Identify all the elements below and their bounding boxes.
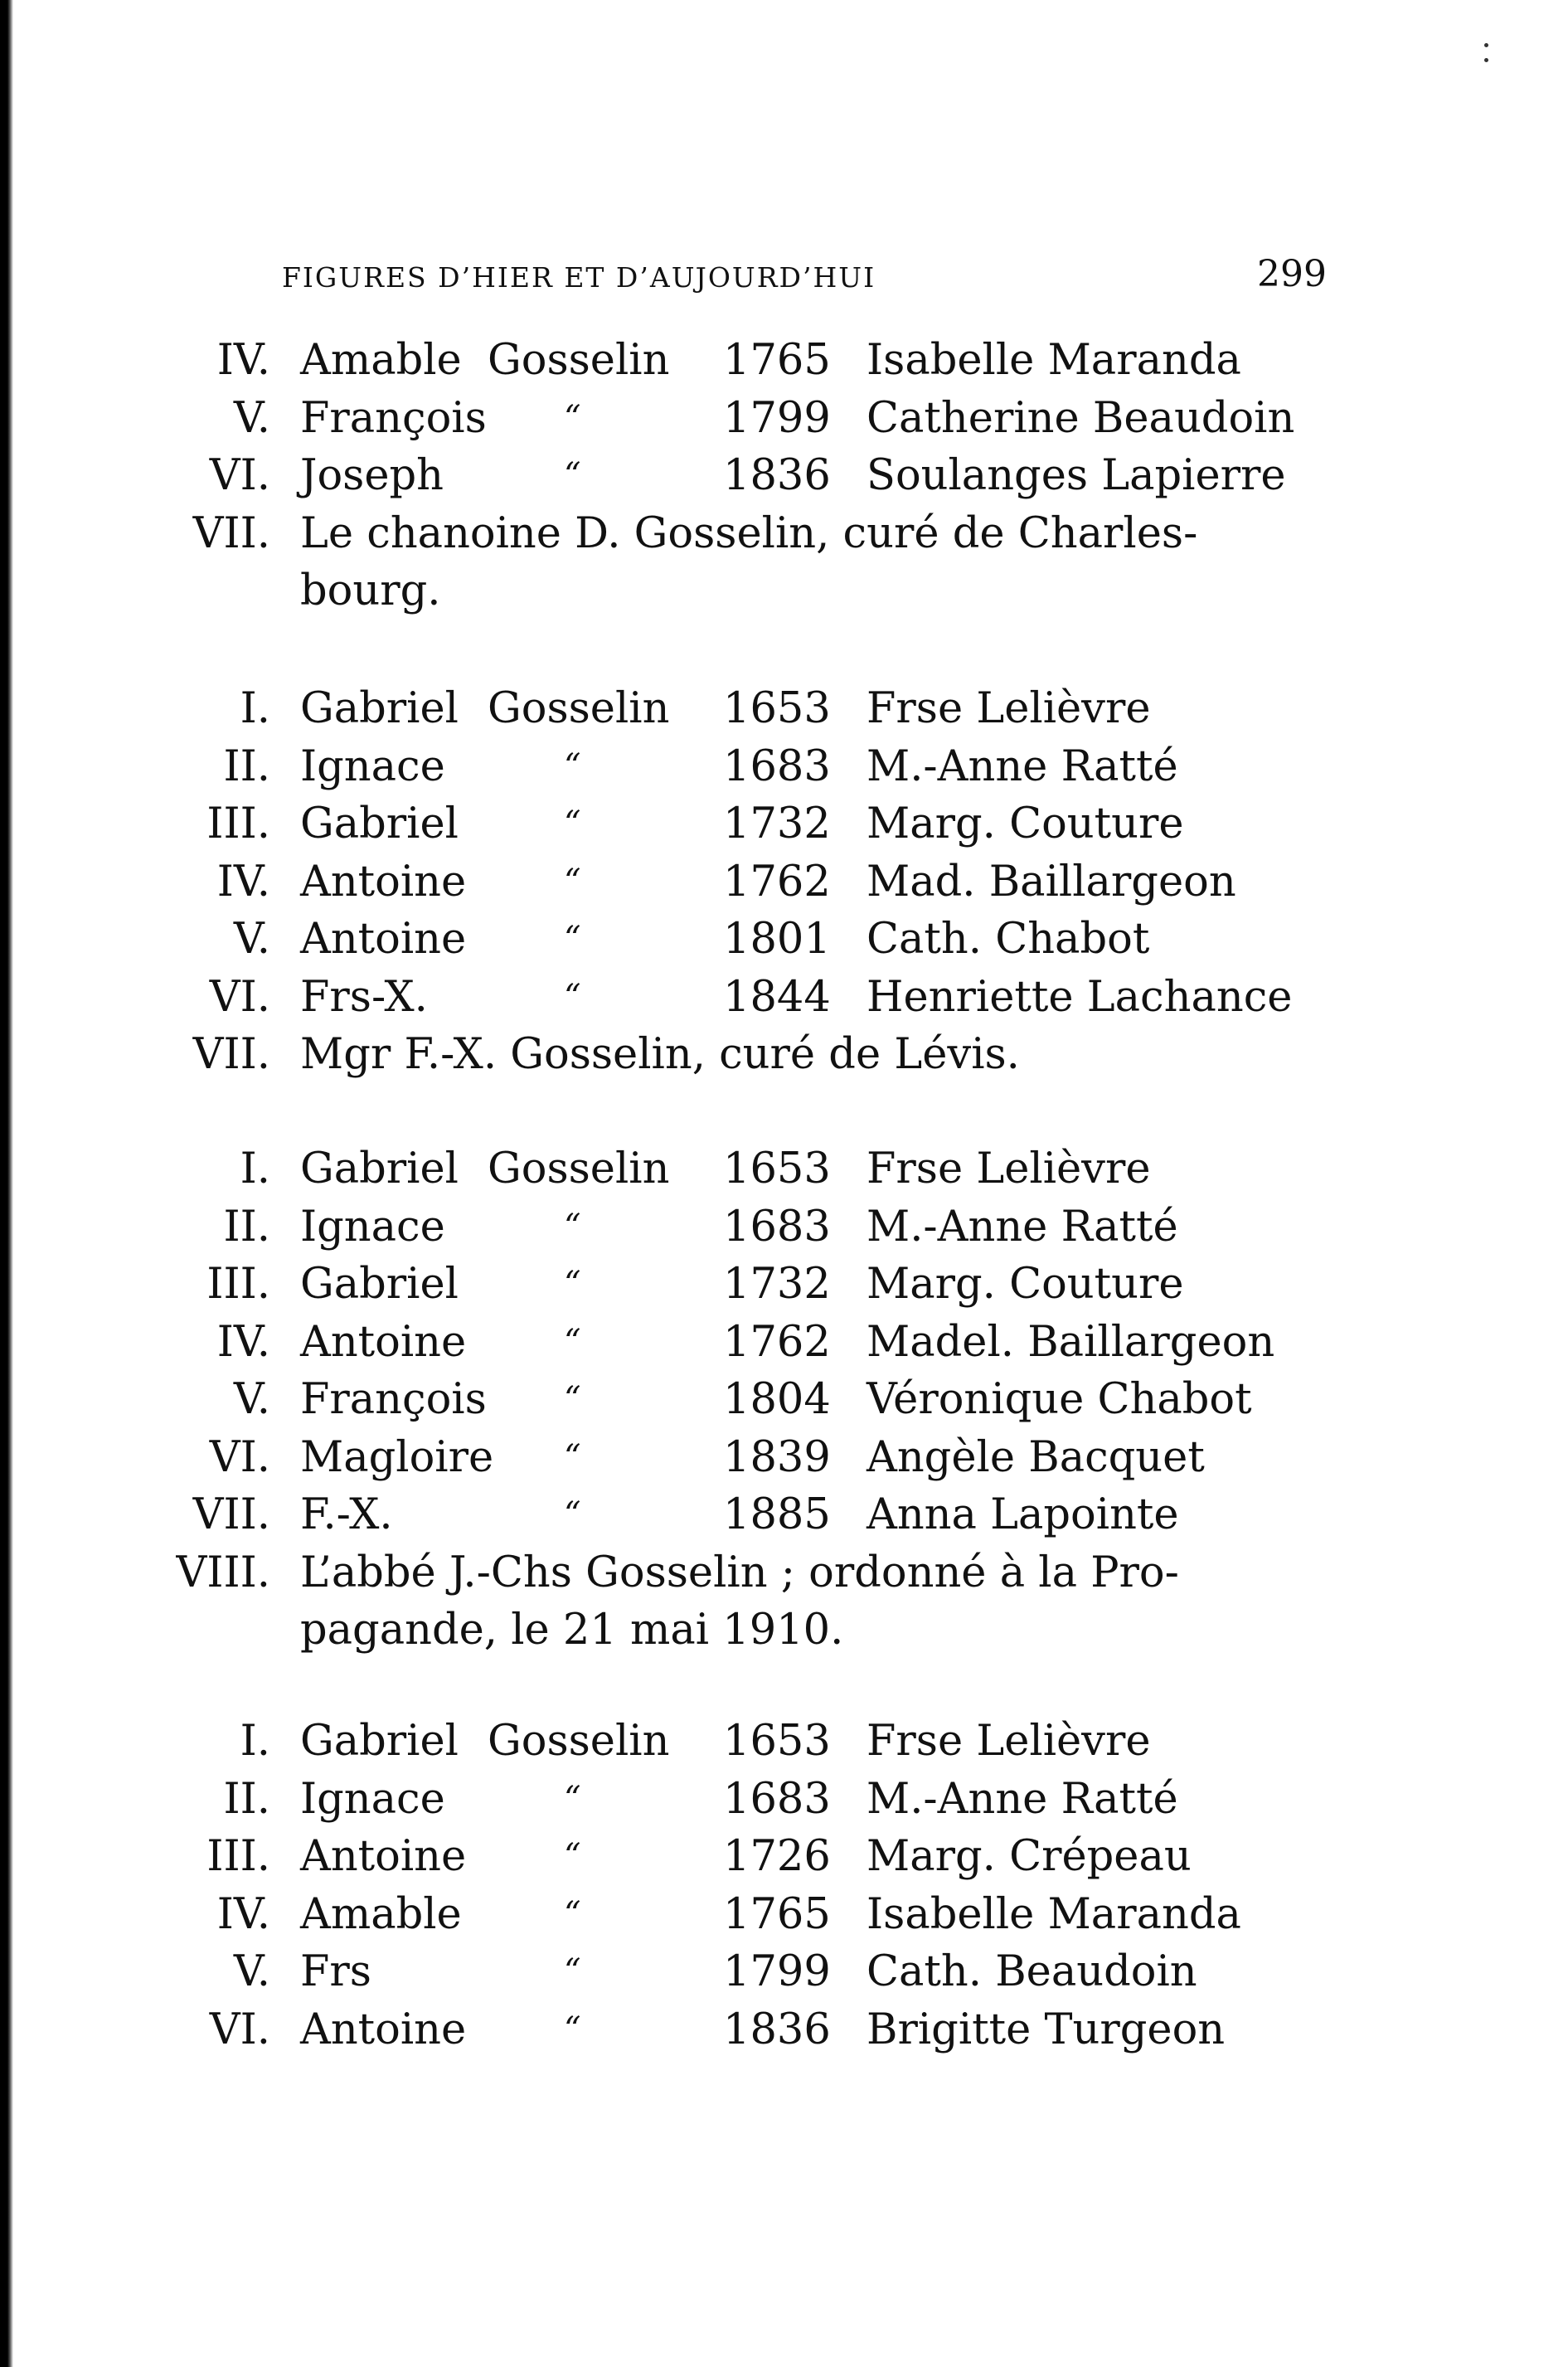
row-given: Antoine bbox=[300, 857, 467, 906]
row-ditto: “ bbox=[564, 1837, 581, 1875]
lineage-row bbox=[0, 1198, 1568, 1256]
lineage-row bbox=[0, 1140, 1568, 1198]
row-spouse: Isabelle Maranda bbox=[867, 336, 1241, 385]
row-given: Gabriel bbox=[300, 1260, 459, 1309]
lineage-row bbox=[0, 969, 1568, 1027]
row-surname: Gosselin bbox=[488, 336, 670, 385]
row-spouse: Frse Lelièvre bbox=[867, 684, 1151, 733]
lineage-row bbox=[0, 853, 1568, 911]
row-ditto: “ bbox=[564, 456, 581, 494]
row-ditto: “ bbox=[564, 804, 581, 843]
tail-text: Mgr F.-X. Gosselin, curé de Lévis. bbox=[300, 1030, 1020, 1079]
row-year: 1836 bbox=[723, 451, 831, 500]
row-num: VI. bbox=[209, 972, 270, 1022]
row-spouse: Henriette Lachance bbox=[867, 972, 1293, 1022]
lineage-row bbox=[0, 1713, 1568, 1771]
row-ditto: “ bbox=[564, 1380, 581, 1418]
row-year: 1762 bbox=[723, 857, 831, 906]
lineage-row bbox=[0, 738, 1568, 796]
row-year: 1765 bbox=[723, 336, 831, 385]
row-given: Gabriel bbox=[300, 684, 459, 733]
tail-continuation: pagande, le 21 mai 1910. bbox=[300, 1606, 844, 1655]
row-ditto: “ bbox=[564, 977, 581, 1016]
row-num: III. bbox=[206, 1260, 270, 1309]
row-given: Ignace bbox=[300, 741, 445, 791]
row-given: Antoine bbox=[300, 915, 467, 964]
row-num: III. bbox=[206, 1832, 270, 1881]
lineage-final-row bbox=[0, 1026, 1568, 1084]
tail-num: VIII. bbox=[176, 1548, 270, 1597]
row-year: 1683 bbox=[723, 1202, 831, 1252]
row-given: Gabriel bbox=[300, 1717, 459, 1766]
row-spouse: Anna Lapointe bbox=[867, 1490, 1179, 1539]
row-spouse: Angèle Bacquet bbox=[867, 1432, 1205, 1482]
row-num: VI. bbox=[209, 2005, 270, 2054]
lineage-row bbox=[0, 1886, 1568, 1944]
row-year: 1836 bbox=[723, 2005, 831, 2054]
row-year: 1885 bbox=[723, 1490, 831, 1539]
lineage-row bbox=[0, 1486, 1568, 1544]
lineage-row bbox=[0, 447, 1568, 505]
lineage-continuation-row bbox=[0, 1601, 1568, 1660]
row-num: V. bbox=[233, 1375, 270, 1424]
row-given: Gabriel bbox=[300, 1145, 459, 1193]
row-year: 1726 bbox=[723, 1832, 831, 1881]
row-spouse: Frse Lelièvre bbox=[867, 1717, 1151, 1766]
lineage-row bbox=[0, 1771, 1568, 1829]
row-num: IV. bbox=[216, 857, 270, 906]
lineage-row bbox=[0, 1256, 1568, 1314]
lineage-row bbox=[0, 911, 1568, 969]
lineage-block bbox=[0, 1140, 1568, 1660]
row-given: Antoine bbox=[300, 1832, 467, 1881]
lineage-final-row bbox=[0, 1544, 1568, 1602]
row-num: VI. bbox=[209, 451, 270, 500]
row-num: I. bbox=[240, 1717, 270, 1766]
tail-continuation: bourg. bbox=[300, 566, 441, 615]
lineage-row bbox=[0, 2001, 1568, 2059]
row-spouse: M.-Anne Ratté bbox=[867, 741, 1178, 791]
lineage-row bbox=[0, 390, 1568, 448]
row-ditto: “ bbox=[564, 1779, 581, 1818]
lineage-block bbox=[0, 680, 1568, 1084]
row-given: Ignace bbox=[300, 1774, 445, 1824]
row-given: Antoine bbox=[300, 2005, 467, 2054]
row-given: François bbox=[300, 1375, 487, 1424]
row-year: 1799 bbox=[723, 1947, 831, 1996]
row-ditto: “ bbox=[564, 2010, 581, 2049]
tail-text: Le chanoine D. Gosselin, curé de Charles- bbox=[300, 508, 1198, 558]
row-spouse: Mad. Baillargeon bbox=[867, 857, 1236, 906]
lineage-block bbox=[0, 332, 1568, 620]
row-ditto: “ bbox=[564, 1207, 581, 1246]
row-ditto: “ bbox=[564, 746, 581, 785]
row-given: Gabriel bbox=[300, 800, 459, 848]
row-spouse: Madel. Baillargeon bbox=[867, 1317, 1275, 1367]
row-spouse: Marg. Couture bbox=[867, 800, 1184, 848]
tail-num: VII. bbox=[192, 1030, 270, 1079]
row-ditto: “ bbox=[564, 862, 581, 901]
lineage-continuation-row bbox=[0, 562, 1568, 620]
row-given: Antoine bbox=[300, 1317, 467, 1367]
row-year: 1765 bbox=[723, 1889, 831, 1939]
lineage-final-row bbox=[0, 505, 1568, 563]
scan-speck bbox=[1484, 43, 1488, 47]
row-ditto: “ bbox=[564, 1952, 581, 1990]
row-year: 1732 bbox=[723, 1260, 831, 1309]
row-ditto: “ bbox=[564, 1894, 581, 1933]
row-surname: Gosselin bbox=[488, 1717, 670, 1766]
row-spouse: Marg. Couture bbox=[867, 1260, 1184, 1309]
lineage-row bbox=[0, 1429, 1568, 1487]
row-spouse: Catherine Beaudoin bbox=[867, 393, 1295, 443]
lineage-row bbox=[0, 1943, 1568, 2001]
row-num: II. bbox=[223, 1774, 270, 1824]
row-spouse: Marg. Crépeau bbox=[867, 1832, 1192, 1881]
row-spouse: Cath. Beaudoin bbox=[867, 1947, 1197, 1996]
row-year: 1839 bbox=[723, 1432, 831, 1482]
row-year: 1844 bbox=[723, 972, 831, 1022]
row-spouse: Soulanges Lapierre bbox=[867, 451, 1286, 500]
lineage-row bbox=[0, 1314, 1568, 1372]
row-ditto: “ bbox=[564, 1437, 581, 1476]
row-year: 1801 bbox=[723, 915, 831, 964]
row-num: V. bbox=[233, 1947, 270, 1996]
row-num: VII. bbox=[192, 1490, 270, 1539]
row-year: 1732 bbox=[723, 800, 831, 848]
row-spouse: M.-Anne Ratté bbox=[867, 1202, 1178, 1252]
lineage-row bbox=[0, 332, 1568, 390]
running-title: FIGURES D’HIER ET D’AUJOURD’HUI bbox=[282, 261, 876, 294]
row-year: 1683 bbox=[723, 1774, 831, 1824]
row-given: Amable bbox=[300, 1889, 462, 1939]
lineage-row bbox=[0, 795, 1568, 853]
row-given: Amable bbox=[300, 336, 462, 385]
row-spouse: Frse Lelièvre bbox=[867, 1145, 1151, 1193]
row-year: 1653 bbox=[723, 1145, 831, 1193]
row-year: 1804 bbox=[723, 1375, 831, 1424]
row-spouse: Isabelle Maranda bbox=[867, 1889, 1241, 1939]
row-spouse: Véronique Chabot bbox=[867, 1375, 1252, 1424]
row-surname: Gosselin bbox=[488, 1145, 670, 1193]
row-surname: Gosselin bbox=[488, 684, 670, 733]
row-ditto: “ bbox=[564, 1322, 581, 1361]
lineage-block bbox=[0, 1713, 1568, 2058]
row-num: V. bbox=[233, 915, 270, 964]
row-given: F.-X. bbox=[300, 1490, 393, 1539]
lineage-row bbox=[0, 1828, 1568, 1886]
row-given: Frs-X. bbox=[300, 972, 428, 1022]
row-num: III. bbox=[206, 800, 270, 848]
row-num: IV. bbox=[216, 336, 270, 385]
tail-text: L’abbé J.-Chs Gosselin ; ordonné à la Pro- bbox=[300, 1548, 1179, 1597]
lineage-row bbox=[0, 1371, 1568, 1429]
tail-num: VII. bbox=[192, 508, 270, 558]
scan-speck bbox=[1484, 58, 1488, 62]
row-year: 1683 bbox=[723, 741, 831, 791]
row-spouse: Cath. Chabot bbox=[867, 915, 1150, 964]
row-num: II. bbox=[223, 741, 270, 791]
row-given: Joseph bbox=[300, 451, 444, 500]
row-year: 1653 bbox=[723, 684, 831, 733]
row-spouse: M.-Anne Ratté bbox=[867, 1774, 1178, 1824]
row-given: Ignace bbox=[300, 1202, 445, 1252]
row-given: François bbox=[300, 393, 487, 443]
row-ditto: “ bbox=[564, 1495, 581, 1533]
row-spouse: Brigitte Turgeon bbox=[867, 2005, 1226, 2054]
page-number: 299 bbox=[1257, 253, 1327, 295]
row-num: V. bbox=[233, 393, 270, 443]
row-num: I. bbox=[240, 1145, 270, 1193]
row-num: II. bbox=[223, 1202, 270, 1252]
row-num: VI. bbox=[209, 1432, 270, 1482]
row-num: IV. bbox=[216, 1889, 270, 1939]
row-ditto: “ bbox=[564, 398, 581, 437]
lineage-row bbox=[0, 680, 1568, 738]
row-ditto: “ bbox=[564, 1265, 581, 1303]
row-year: 1799 bbox=[723, 393, 831, 443]
page-header bbox=[282, 253, 1327, 303]
row-year: 1653 bbox=[723, 1717, 831, 1766]
row-year: 1762 bbox=[723, 1317, 831, 1367]
row-given: Magloire bbox=[300, 1432, 494, 1482]
row-ditto: “ bbox=[564, 920, 581, 958]
row-num: IV. bbox=[216, 1317, 270, 1367]
row-num: I. bbox=[240, 684, 270, 733]
row-given: Frs bbox=[300, 1947, 371, 1996]
